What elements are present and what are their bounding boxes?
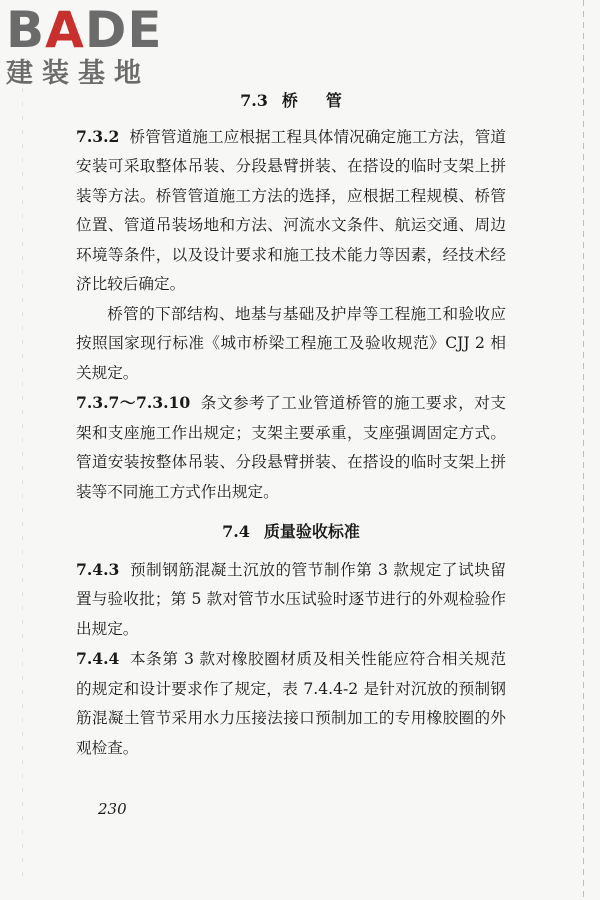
watermark-logo-text: BADE xyxy=(6,1,163,59)
clause-paragraph-7-3-7 xyxy=(76,388,506,507)
clause-paragraph-7-4-4 xyxy=(76,644,506,763)
watermark-logo-accent: A xyxy=(45,1,85,59)
document-page xyxy=(76,86,506,763)
paragraph-foundation xyxy=(76,300,506,389)
clause-text: 预制钢筋混凝土沉放的管节制作第 3 款规定了试块留置与验收批；第 5 款对管节水压试验时逐节进行的外观检验作出规定。 xyxy=(76,560,506,638)
scan-edge-right xyxy=(583,0,584,900)
paragraph-text: 桥管的下部结构、地基与基础及护岸等工程施工和验收应按照国家现行标准《城市桥梁工程施工及验收规范》CJJ 2 相关规定。 xyxy=(76,304,506,382)
watermark-subtitle: 建装基地 xyxy=(6,58,150,89)
clause-text: 本条第 3 款对橡胶圈材质及相关性能应符合相关规范的规定和设计要求作了规定，表 7.4.4-2 是针对沉放的预制钢筋混凝土管节采用水力压接法接口预制加工的专用橡胶圈的外观检查。 xyxy=(76,650,506,757)
clause-number: 7.3.2 xyxy=(76,126,120,146)
clause-text: 条文参考了工业管道桥管的施工要求，对支架和支座施工作出规定；支架主要承重，支座强调固定方式。管道安装按整体吊装、分段悬臂拼装、在搭设的临时支架上拼装等不同施工方式作出规定。 xyxy=(76,394,506,501)
clause-paragraph-7-4-3 xyxy=(76,555,506,645)
section-heading-7-3 xyxy=(76,86,506,116)
clause-number: 7.3.7～7.3.10 xyxy=(76,393,191,412)
page-number: 230 xyxy=(98,800,127,818)
section-title-part2: 管 xyxy=(325,91,342,110)
watermark-logo xyxy=(6,1,181,90)
clause-number: 7.4.3 xyxy=(76,559,120,579)
section-title-part1: 桥 xyxy=(281,91,298,110)
scan-edge-left xyxy=(22,60,23,880)
clause-paragraph-7-3-2 xyxy=(76,122,506,300)
section-number: 7.4 xyxy=(222,522,250,541)
section-heading-7-4 xyxy=(76,517,506,547)
section-title: 质量验收标准 xyxy=(263,522,360,541)
clause-number: 7.4.4 xyxy=(76,649,120,668)
section-number: 7.3 xyxy=(240,91,268,110)
clause-text: 桥管管道施工应根据工程具体情况确定施工方法，管道安装可采取整体吊装、分段悬臂拼装、在搭设的临时支架上拼装等方法。桥管管道施工方法的选择，应根据工程规模、桥管位置、管道吊装场地和方法、河流水文条件、航运交通、周边环境等条件，以及设计要求和施工技术能力等因素，经技术经济比较后确定。 xyxy=(76,127,506,293)
